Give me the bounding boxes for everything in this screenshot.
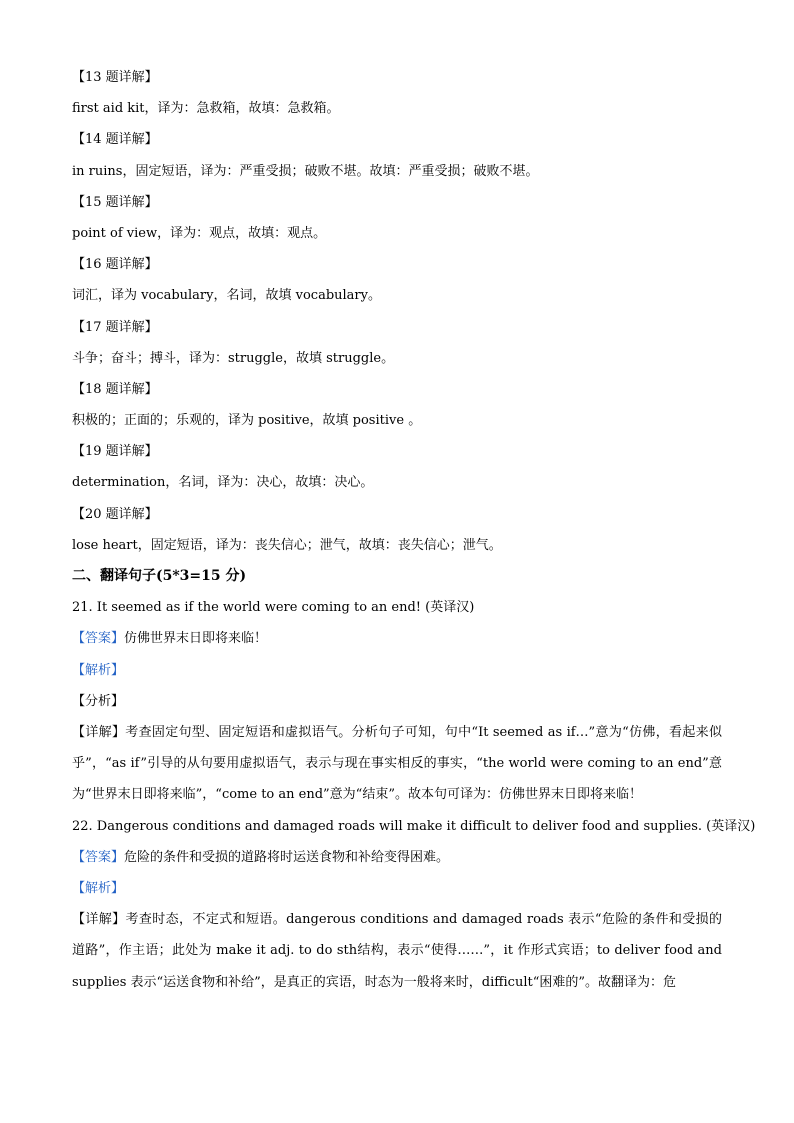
item-heading: 【16 题详解】 bbox=[72, 257, 158, 273]
item-heading: 【18 题详解】 bbox=[72, 381, 158, 397]
answer-text: 仿佛世界末日即将来临！ bbox=[124, 631, 268, 647]
answer-line bbox=[72, 842, 722, 873]
item-17 bbox=[72, 312, 722, 374]
item-text: lose heart，固定短语，译为：丧失信心；泄气，故填：丧失信心；泄气。 bbox=[72, 537, 502, 553]
answer-tag: 【答案】 bbox=[72, 849, 125, 865]
item-16 bbox=[72, 249, 722, 311]
detail-text: 考查固定句型、固定短语和虚拟语气。分析句子可知，句中“It seemed as if…”意为“仿佛，看起来似乎”，“as if”引导的从句要用虚拟语气，表示与现在事实相反的事实，“the world were coming to an end”意为“世界末日即将来临”，“come to an end”意为“结束”。故本句可译为：仿佛世界末日即将来临！ bbox=[72, 724, 722, 803]
detail-paragraph bbox=[72, 717, 722, 811]
item-text: point of view，译为：观点，故填：观点。 bbox=[72, 225, 327, 241]
item-14 bbox=[72, 124, 722, 186]
question-21 bbox=[72, 592, 722, 810]
answer-line bbox=[72, 623, 722, 654]
item-20 bbox=[72, 499, 722, 561]
detail-tag: 【详解】 bbox=[72, 724, 126, 740]
item-text: first aid kit，译为：急救箱，故填：急救箱。 bbox=[72, 101, 340, 117]
item-text: 斗争；奋斗；搏斗，译为：struggle，故填 struggle。 bbox=[72, 350, 395, 366]
item-heading: 【20 题详解】 bbox=[72, 506, 158, 522]
question-22 bbox=[72, 811, 756, 998]
answer-text: 危险的条件和受损的道路将时运送食物和补给变得困难。 bbox=[124, 849, 450, 865]
analysis-tag: 【解析】 bbox=[72, 662, 125, 678]
answer-tag: 【答案】 bbox=[72, 631, 125, 647]
section-title: 二、翻译句子(5*3=15 分) bbox=[72, 568, 247, 584]
item-text: in ruins，固定短语，译为：严重受损；破败不堪。故填：严重受损；破败不堪。 bbox=[72, 163, 539, 179]
fenxi-tag: 【分析】 bbox=[72, 693, 125, 709]
item-text: 词汇，译为 vocabulary，名词，故填 vocabulary。 bbox=[72, 288, 381, 304]
item-13 bbox=[72, 62, 722, 124]
item-text: determination，名词，译为：决心，故填：决心。 bbox=[72, 475, 374, 491]
detail-tag: 【详解】 bbox=[72, 912, 126, 928]
item-heading: 【14 题详解】 bbox=[72, 132, 158, 148]
analysis-tag: 【解析】 bbox=[72, 880, 125, 896]
item-19 bbox=[72, 436, 722, 498]
detail-paragraph bbox=[72, 904, 722, 998]
item-heading: 【13 题详解】 bbox=[72, 70, 158, 85]
item-18 bbox=[72, 374, 722, 436]
question-text: 21. It seemed as if the world were coming to an end! (英译汉) bbox=[72, 600, 475, 616]
item-heading: 【19 题详解】 bbox=[72, 444, 158, 460]
detail-text: 考查时态，不定式和短语。dangerous conditions and damaged roads 表示“危险的条件和受损的道路”，作主语；此处为 make it adj. to do sth结构，表示“使得……”，it 作形式宾语；to deliver food and supplies 表示“运送食物和补给”，是真正的宾语，时态为一般将来时，difficult“困难的”。故翻译为：危 bbox=[72, 912, 722, 990]
item-heading: 【17 题详解】 bbox=[72, 319, 158, 335]
item-text: 积极的；正面的；乐观的，译为 positive，故填 positive 。 bbox=[72, 413, 422, 429]
document-page bbox=[72, 62, 756, 998]
question-text: 22. Dangerous conditions and damaged roads will make it difficult to deliver food and supplies. (英译汉) bbox=[72, 818, 756, 834]
item-15 bbox=[72, 187, 722, 249]
item-heading: 【15 题详解】 bbox=[72, 194, 158, 210]
